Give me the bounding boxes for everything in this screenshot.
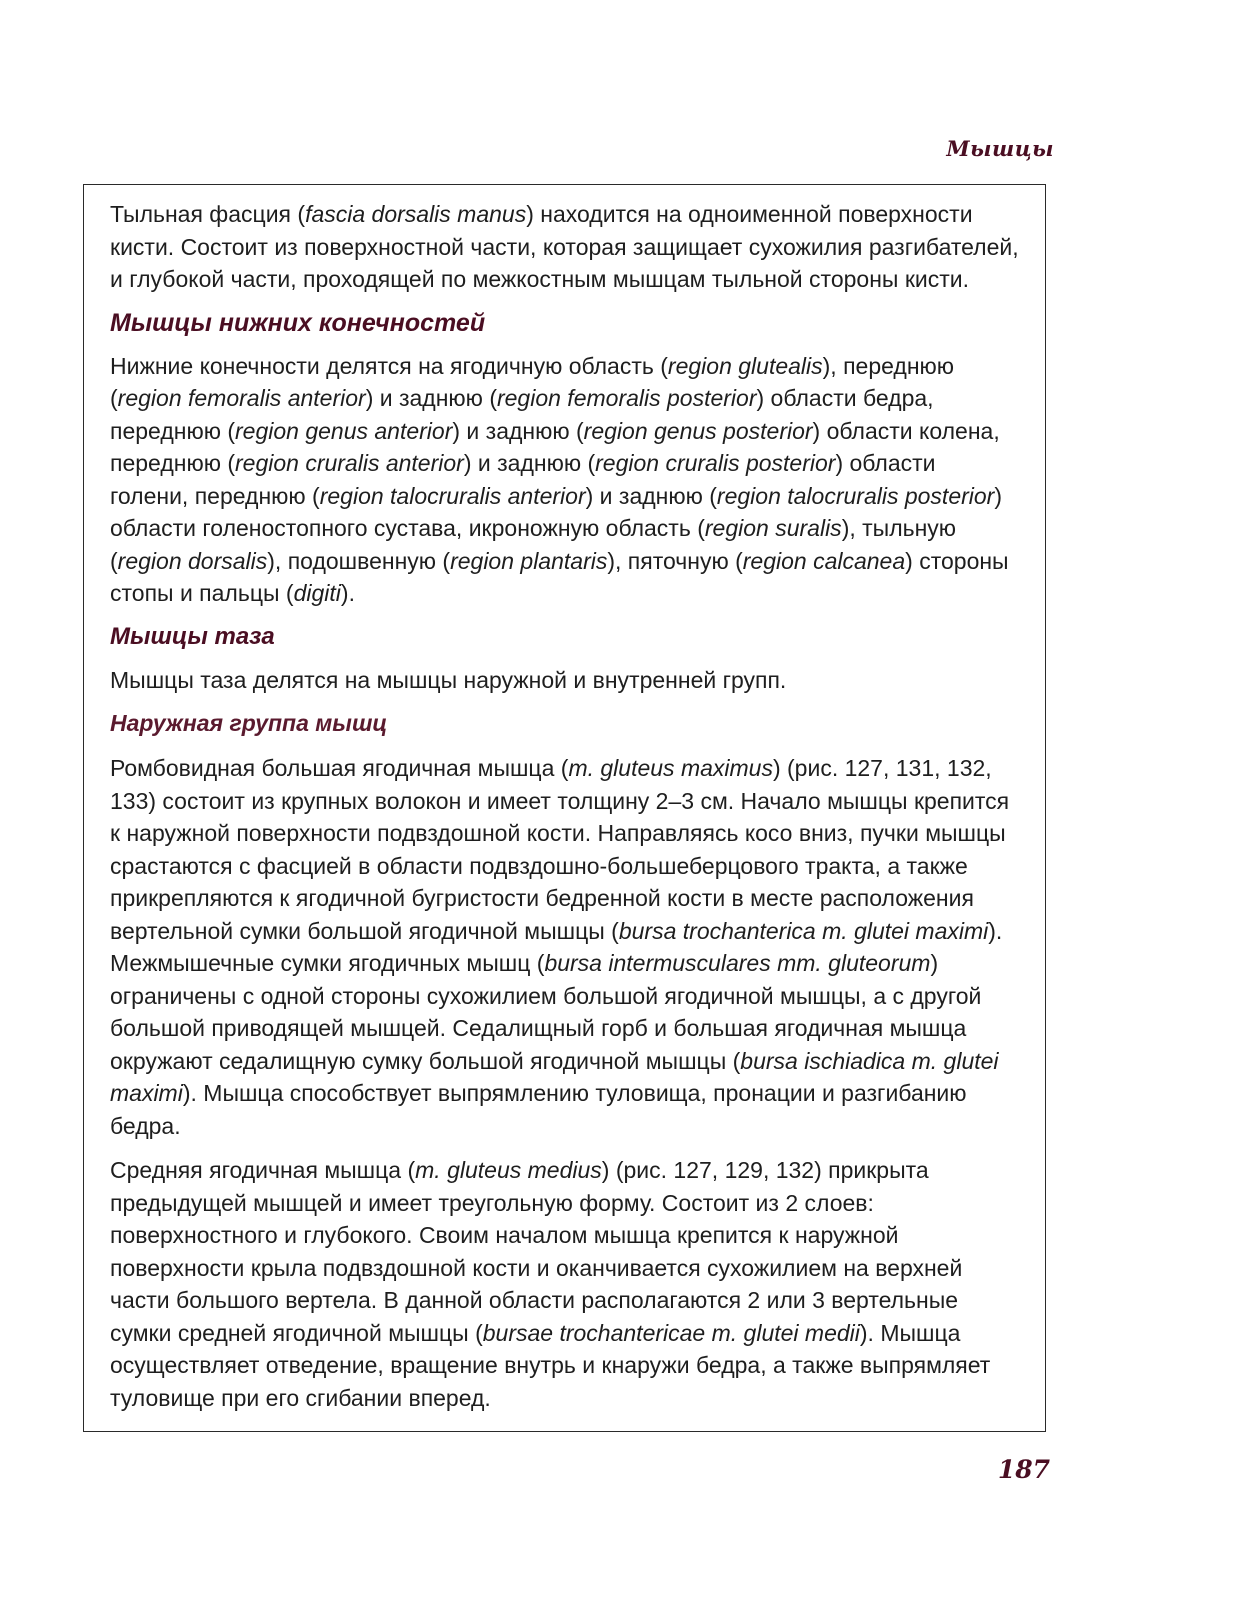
heading-pelvic-muscles: Мышцы таза [110,622,275,650]
paragraph-pelvic-groups: Мышцы таза делятся на мышцы наружной и внутренней групп. [110,666,787,693]
paragraph-dorsal-fascia: Тыльная фасция (fascia dorsalis manus) находится на одноименной поверхности кисти. Состоит из поверхностной части, которая защищает сухожилия разгибателей, и глубокой части, проходящей по межкостным мышцам тыльной стороны кисти. [110,201,1019,292]
paragraph-gluteus-medius: Средняя ягодичная мышца (m. gluteus medius) (рис. 127, 129, 132) прикрыта предыдущей мышцей и имеет треугольную форму. Состоит из 2 слоев: поверхностного и глубокого. Своим началом мышца крепится к наружной поверхности крыла подвздошной кости и оканчивается сухожилием на верхней части большого вертела. В данной области располагаются 2 или 3 вертельные сумки средней ягодичной мышцы (bursae trochantericae m. glutei medii). Мышца осуществляет отведение, вращение внутрь и кнаружи бедра, а также выпрямляет туловище при его сгибании вперед. [110,1157,991,1411]
heading-lower-limb-muscles: Мышцы нижних конечностей [110,308,486,337]
running-title: Мышцы [946,136,1054,161]
paragraph-gluteus-maximus: Ромбовидная большая ягодичная мышца (m. gluteus maximus) (рис. 127, 131, 132, 133) состоит из крупных волокон и имеет толщину 2–3 см. Начало мышцы крепится к наружной поверхности подвздошной кости. Направляясь косо вниз, пучки мышцы срастаются с фасцией в области подвздошно-большеберцового тракта, а также прикрепляются к ягодичной бугристости бедренной кости в месте расположения вертельной сумки большой ягодичной мышцы (bursa trochanterica m. glutei maximi). Межмышечные сумки ягодичных мышц (bursa intermusculares mm. gluteorum) ограничены с одной стороны сухожилием большой ягодичной мышцы, а с другой большой приводящей мышцей. Седалищный горб и большая ягодичная мышца окружают седалищную сумку большой ягодичной мышцы (bursa ischiadica m. glutei maximi). Мышца способствует выпрямлению туловища, пронации и разгибанию бедра. [110,755,1010,1139]
page-content [110,198,1020,1414]
paragraph-lower-limb-regions: Нижние конечности делятся на ягодичную область (region glutealis), переднюю (region femoralis anterior) и заднюю (region femoralis posterior) области бедра, переднюю (region genus anterior) и заднюю (region genus posterior) области колена, переднюю (region cruralis anterior) и заднюю (region cruralis posterior) области голени, переднюю (region talocruralis anterior) и заднюю (region talocruralis posterior) области голеностопного сустава, икроножную область (region suralis), тыльную (region dorsalis), подошвенную (region plantaris), пяточную (region calcanea) стороны стопы и пальцы (digiti). [110,352,1009,606]
heading-outer-group: Наружная группа мышц [110,710,388,736]
page-number: 187 [997,1455,1050,1484]
